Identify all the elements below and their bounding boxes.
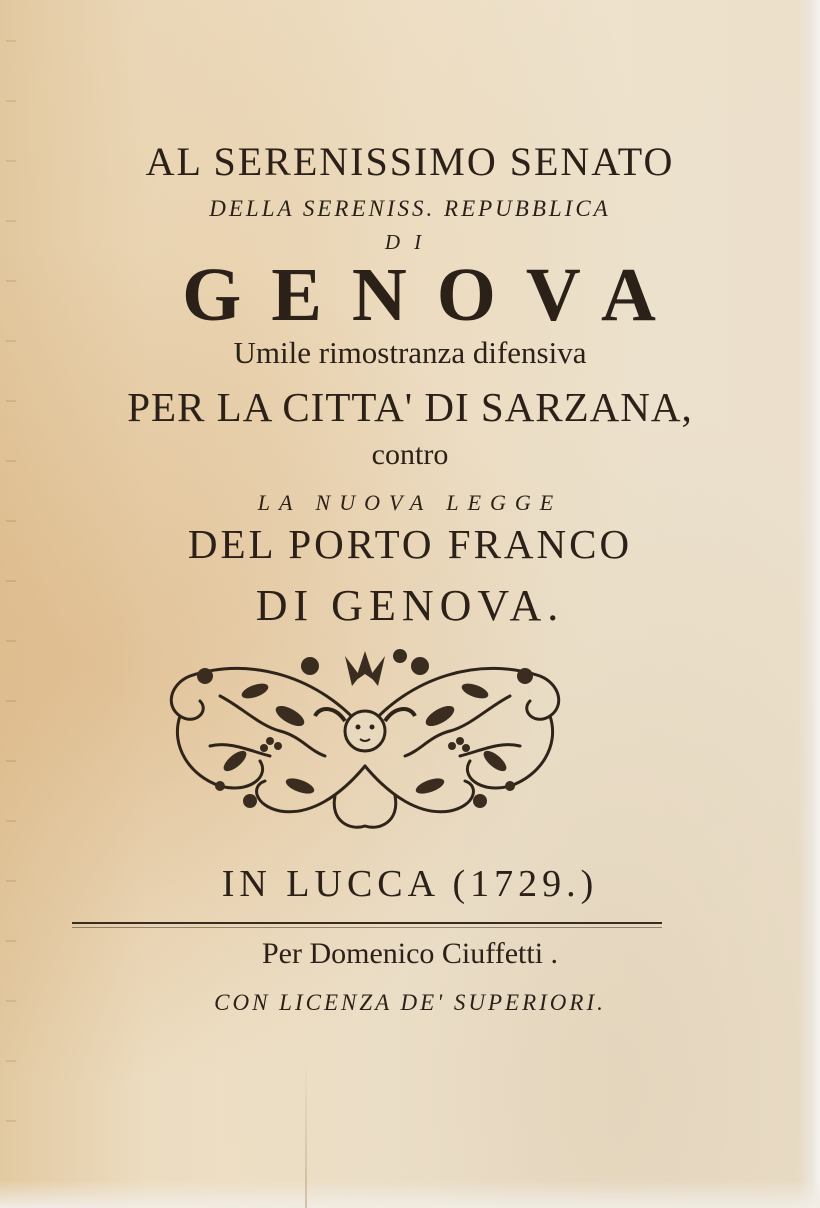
printer-line: Per Domenico Ciuffetti . [261,937,559,970]
dedication-line: AL SERENISSIMO SENATO [145,139,675,184]
floral-ornament-icon [160,636,570,836]
dedication-subline: DELLA SERENISS. REPUBBLICA [209,196,611,221]
divider-rule-thin [72,927,662,928]
porto-franco-line: DEL PORTO FRANCO [187,521,633,567]
license-line: CON LICENZA DE' SUPERIORI. [214,990,606,1015]
divider-rule [72,922,662,924]
law-line: LA NUOVA LEGGE [257,490,563,515]
work-title: Umile rimostranza difensiva [233,335,587,370]
subject-line: PER LA CITTA' DI SARZANA, [127,384,693,430]
imprint-place: IN LUCCA (1729.) [221,863,599,905]
page-bottom-edge [0,1180,820,1208]
paper-fold [305,1060,307,1208]
preposition-line: DI [384,230,436,254]
city-title: GENOVA [182,253,686,337]
contro-line: contro [371,438,449,471]
di-genova-line: DI GENOVA. [255,581,565,630]
